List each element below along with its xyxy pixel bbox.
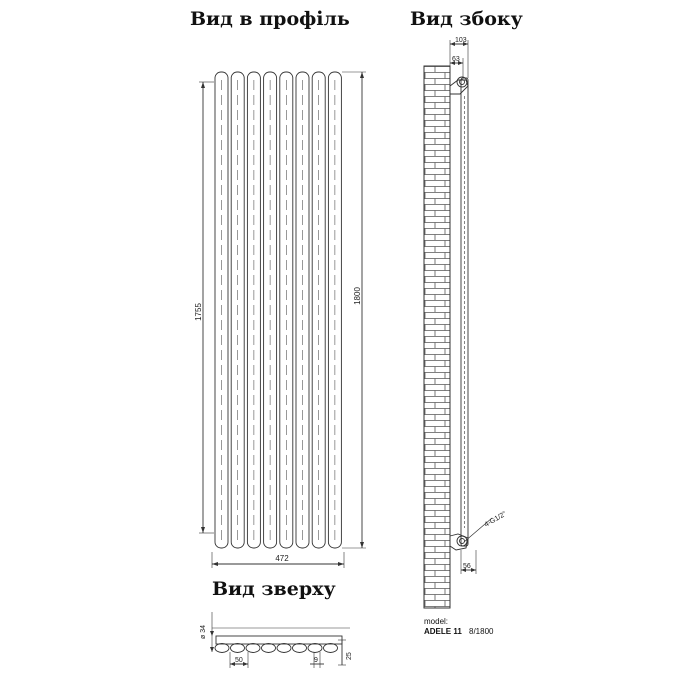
top-view-body bbox=[216, 636, 342, 644]
bottom-bracket bbox=[450, 534, 468, 550]
dim-label-1755: 1755 bbox=[194, 303, 203, 321]
tube-section bbox=[324, 644, 338, 653]
top-view-tubes bbox=[215, 644, 338, 653]
model-caption: model: bbox=[424, 617, 449, 626]
dim-label-1800: 1800 bbox=[353, 287, 362, 305]
dim-label-56: 56 bbox=[463, 563, 471, 570]
model-name: ADELE 11 bbox=[424, 627, 462, 636]
tube-section bbox=[277, 644, 291, 653]
dim-label-50: 50 bbox=[235, 657, 243, 664]
top-view bbox=[210, 612, 350, 668]
dim-label-9: 9 bbox=[314, 657, 318, 664]
dim-label-diameter: ø 34 bbox=[200, 624, 207, 640]
side-view bbox=[424, 40, 492, 608]
tube-section bbox=[293, 644, 307, 653]
radiator-tubes bbox=[215, 72, 341, 548]
tube-section bbox=[246, 644, 260, 653]
model-size: 8/1800 bbox=[469, 627, 494, 636]
brick-wall bbox=[424, 66, 450, 608]
dim-label-63: 63 bbox=[452, 56, 460, 63]
tube-section bbox=[262, 644, 276, 653]
tube-section bbox=[215, 644, 229, 653]
profile-view-title: Вид в профіль bbox=[190, 8, 350, 30]
dim-label-103: 103 bbox=[455, 37, 467, 44]
dim-label-25: 25 bbox=[346, 652, 353, 660]
front-view bbox=[199, 72, 366, 568]
tube-section bbox=[308, 644, 322, 653]
dim-label-472: 472 bbox=[275, 554, 289, 563]
connection-label: 4-G1/2" bbox=[483, 510, 508, 529]
top-bracket bbox=[450, 80, 468, 94]
side-view-title: Вид збоку bbox=[410, 8, 523, 30]
top-view-title: Вид зверху bbox=[212, 578, 336, 600]
tube-section bbox=[231, 644, 245, 653]
